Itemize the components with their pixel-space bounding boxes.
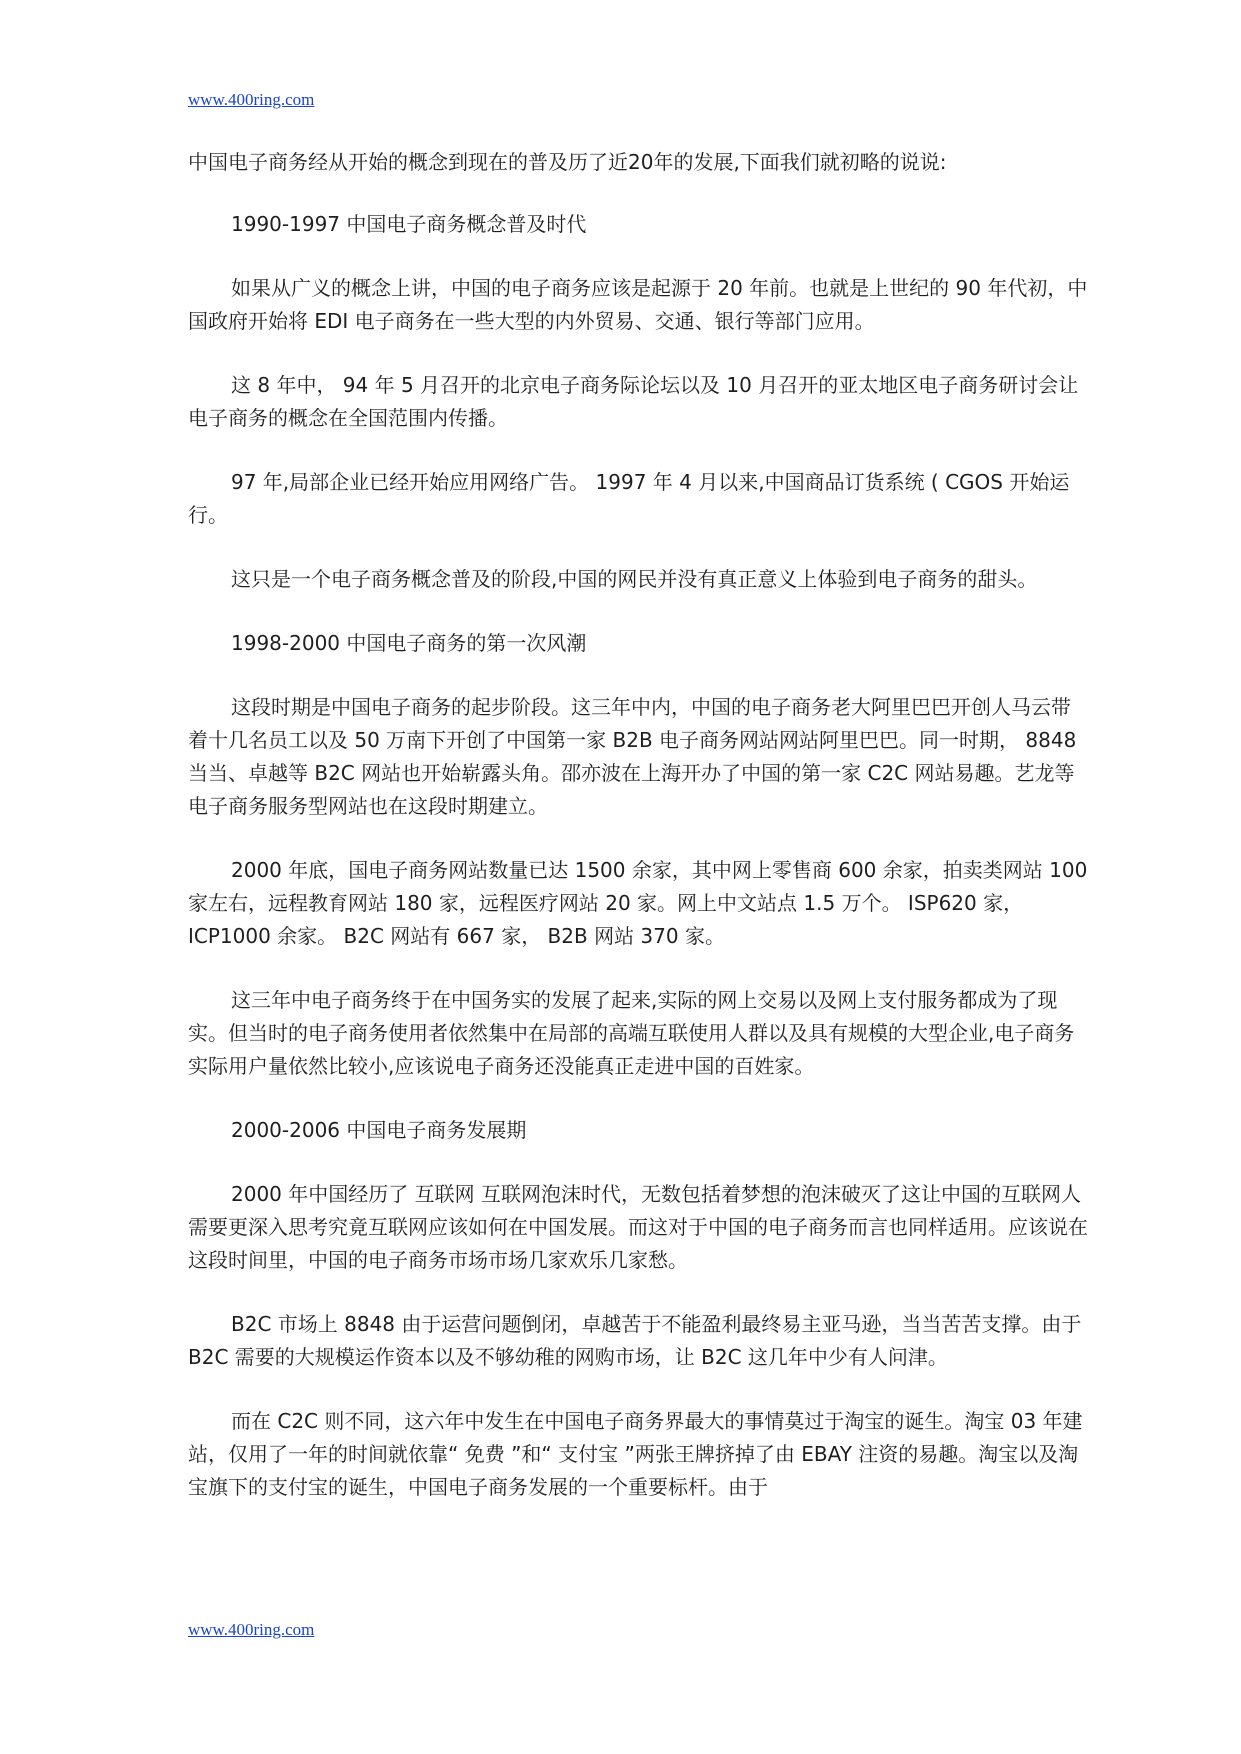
section-heading-1998-2000: 1998-2000 中国电子商务的第一次风潮	[231, 631, 587, 655]
paragraph: 这只是一个电子商务概念普及的阶段,中国的网民并没有真正意义上体验到电子商务的甜头。	[231, 567, 1038, 591]
paragraph: 2000 年底，国电子商务网站数量已达 1500 余家，其中网上零售商 600 余家，拍卖类网站 100 家左右，远程教育网站 180 家，远程医疗网站 20 家。网上中文站点 1.5 万个。 ISP620 家， ICP1000 余家。 B2C 网站有 667 家， B2B 网站 370 家。	[188, 858, 1088, 948]
section-heading-1990-1997: 1990-1997 中国电子商务概念普及时代	[231, 212, 587, 236]
paragraph: 2000 年中国经历了 互联网 互联网泡沫时代，无数包括着梦想的泡沫破灭了这让中国的互联网人需要更深入思考究竟互联网应该如何在中国发展。而这对于中国的电子商务而言也同样适用。应该说在这段时间里，中国的电子商务市场市场几家欢乐几家愁。	[188, 1182, 1088, 1272]
paragraph: 97 年,局部企业已经开始应用网络广告。 1997 年 4 月以来,中国商品订货系统 ( CGOS 开始运行。	[188, 470, 1070, 527]
section-heading-2000-2006: 2000-2006 中国电子商务发展期	[231, 1118, 527, 1142]
intro-paragraph: 中国电子商务经从开始的概念到现在的普及历了近20年的发展,下面我们就初略的说说:	[188, 150, 947, 174]
paragraph: B2C 市场上 8848 由于运营问题倒闭，卓越苦于不能盈利最终易主亚马逊，当当苦苦支撑。由于 B2C 需要的大规模运作资本以及不够幼稚的网购市场，让 B2C 这几年中少有人问津。	[188, 1312, 1082, 1369]
footer-link[interactable]: www.400ring.com	[188, 1620, 315, 1639]
paragraph: 如果从广义的概念上讲，中国的电子商务应该是起源于 20 年前。也就是上世纪的 90 年代初，中国政府开始将 EDI 电子商务在一些大型的内外贸易、交通、银行等部门应用。	[188, 276, 1088, 333]
document-body	[188, 146, 1088, 1535]
paragraph: 而在 C2C 则不同，这六年中发生在中国电子商务界最大的事情莫过于淘宝的诞生。淘宝 03 年建站，仅用了一年的时间就依靠“ 免费 ”和“ 支付宝 ”两张王牌挤掉了由 EBAY 注资的易趣。淘宝以及淘宝旗下的支付宝的诞生，中国电子商务发展的一个重要标杆。由于	[188, 1409, 1083, 1499]
paragraph: 这 8 年中， 94 年 5 月召开的北京电子商务际论坛以及 10 月召开的亚太地区电子商务研讨会让电子商务的概念在全国范围内传播。	[188, 373, 1079, 430]
header-link[interactable]: www.400ring.com	[188, 90, 315, 109]
paragraph: 这三年中电子商务终于在中国务实的发展了起来,实际的网上交易以及网上支付服务都成为了现实。但当时的电子商务使用者依然集中在局部的高端互联使用人群以及具有规模的大型企业,电子商务实际用户量依然比较小,应该说电子商务还没能真正走进中国的百姓家。	[188, 988, 1075, 1078]
paragraph: 这段时期是中国电子商务的起步阶段。这三年中内，中国的电子商务老大阿里巴巴开创人马云带着十几名员工以及 50 万南下开创了中国第一家 B2B 电子商务网站网站阿里巴巴。同一时期， 8848 当当、卓越等 B2C 网站也开始崭露头角。邵亦波在上海开办了中国的第一家 C2C 网站易趣。艺龙等电子商务服务型网站也在这段时期建立。	[188, 695, 1077, 818]
